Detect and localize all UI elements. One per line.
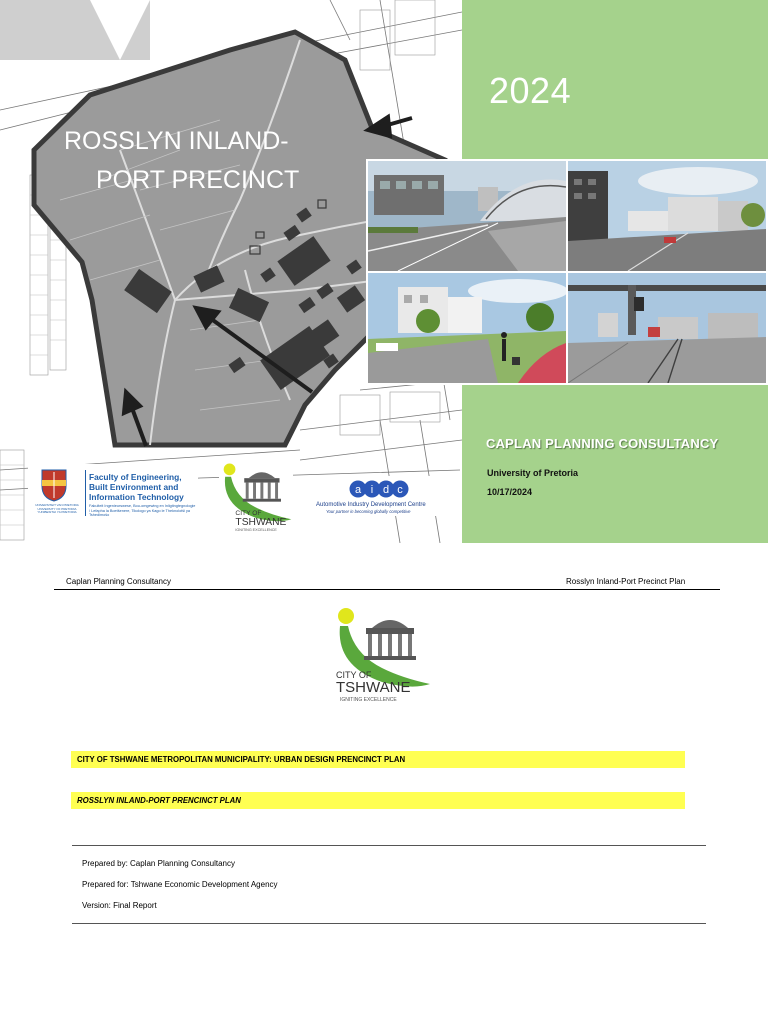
up-crest-icon	[40, 468, 68, 502]
up-caption: UNIVERSITEIT VAN PRETORIA UNIVERSITY OF PRETORIA YUNIBESITHI YA PRETORIA	[35, 503, 79, 515]
document-title-highlight: CITY OF TSHWANE METROPOLITAN MUNICIPALITY: URBAN DESIGN PRENCINCT PLAN	[71, 751, 685, 768]
render-rail-terminal	[568, 273, 766, 383]
document-subtitle-highlight: ROSSLYN INLAND-PORT PRENCINCT PLAN	[71, 792, 685, 809]
up-faculty-logo	[28, 464, 198, 520]
tshwane-city-of: CITY OF	[235, 509, 262, 517]
render-brt-station	[368, 161, 566, 271]
aidc-logo	[314, 476, 442, 516]
tshwane-name: TSHWANE	[235, 517, 287, 529]
aidc-name: Automotive Industry Development Centre	[316, 502, 426, 508]
cover-title-line2: PORT PRECINCT	[96, 166, 300, 194]
meta-rule-top	[72, 845, 706, 846]
aidc-circles-icon	[348, 478, 410, 500]
header-rule	[54, 589, 720, 590]
render-collage	[366, 159, 768, 385]
up-faculty-line2: Built Environment and	[89, 482, 179, 492]
tshwane-logo-cover	[219, 462, 293, 534]
page-header-right: Rosslyn Inland-Port Precinct Plan	[566, 577, 686, 586]
render-street-buildings	[568, 161, 766, 271]
cover-title	[64, 122, 314, 200]
prepared-for: Prepared for: Tshwane Economic Development Agency	[82, 880, 278, 889]
aidc-tagline: Your partner in becoming globally competitive	[326, 509, 411, 514]
aidc-letter-d: d	[382, 484, 390, 496]
cover-company-name: CAPLAN PLANNING CONSULTANCY	[486, 436, 719, 451]
up-faculty-line3: Information Technology	[89, 492, 184, 502]
tshwane-city-of-large: CITY OF	[336, 670, 372, 680]
cover-title-line1: ROSSLYN INLAND-	[64, 127, 289, 155]
tshwane-emblem-icon	[219, 462, 293, 534]
up-faculty-name	[89, 472, 184, 502]
cover-year: 2024	[489, 70, 572, 111]
aidc-letter-a: a	[354, 484, 362, 496]
up-faculty-translations: Fakulteit Ingenieurswese, Bou-omgewing en Inligtingtegnologie / Lefapha la Boetšenere, Tikologo ya Kago le Theknolotši ya Tshedimošo	[89, 504, 196, 517]
tshwane-name-large: TSHWANE	[336, 679, 411, 696]
aidc-letter-i: i	[370, 484, 374, 496]
cover-date: 10/17/2024	[487, 487, 533, 497]
tshwane-emblem-large-icon	[332, 606, 432, 704]
aidc-letter-c: c	[397, 484, 403, 496]
prepared-by: Prepared by: Caplan Planning Consultancy	[82, 859, 235, 868]
tshwane-tagline-large: IGNITING EXCELLENCE	[340, 697, 397, 703]
up-faculty-line1: Faculty of Engineering,	[89, 472, 182, 482]
render-cycle-path	[368, 273, 566, 383]
meta-rule-bottom	[72, 923, 706, 924]
cover-university: University of Pretoria	[487, 468, 579, 478]
tshwane-tagline: IGNITING EXCELLENCE	[235, 528, 277, 533]
version: Version: Final Report	[82, 901, 157, 910]
page-header-left: Caplan Planning Consultancy	[66, 577, 171, 586]
tshwane-logo-page	[332, 606, 432, 704]
